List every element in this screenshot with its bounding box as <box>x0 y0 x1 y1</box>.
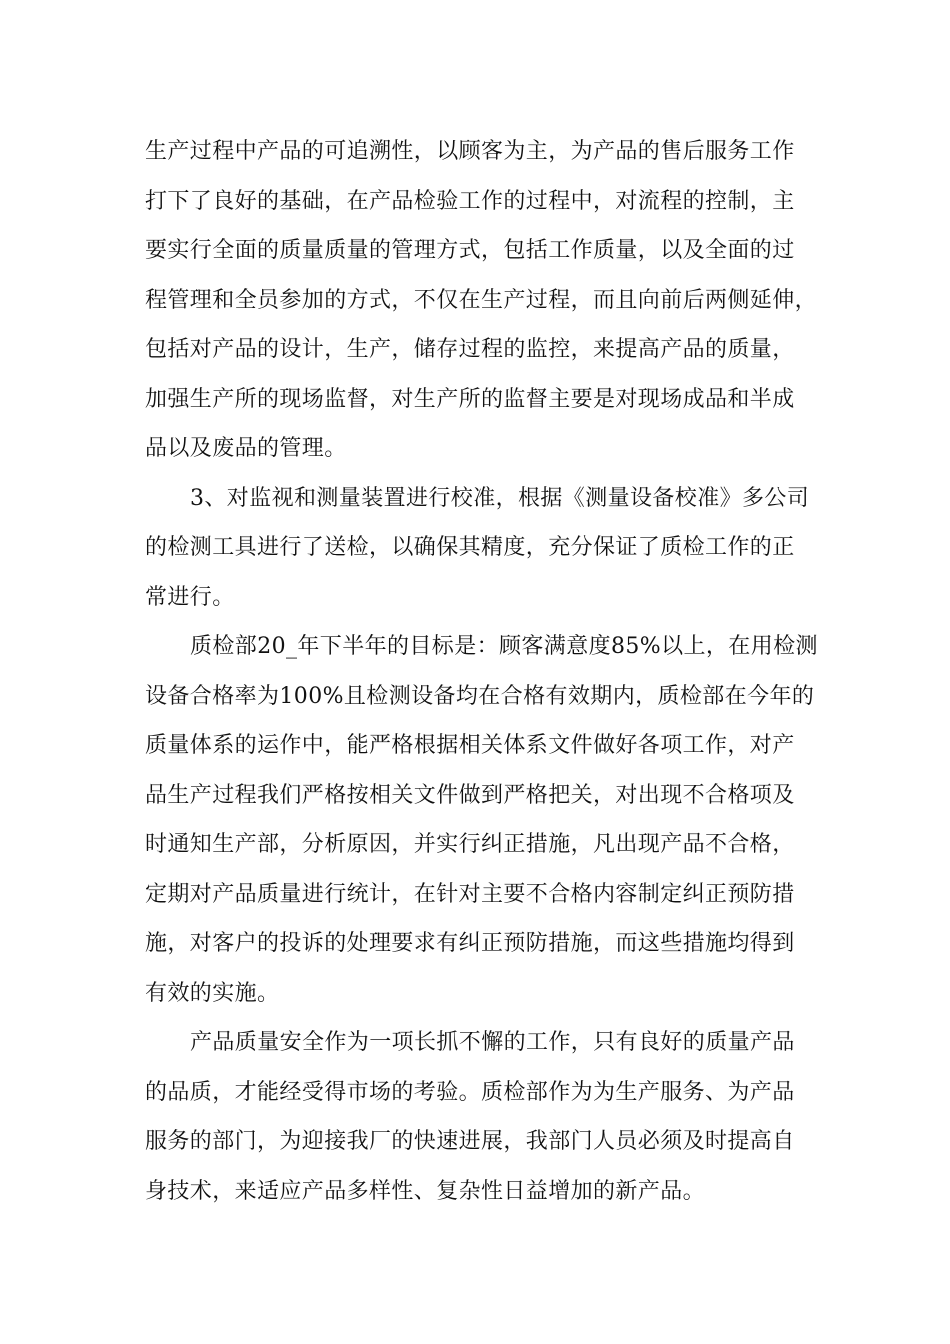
paragraph-4-line-1: 产品质量安全作为一项长抓不懈的工作，只有良好的质量产品 <box>190 1030 795 1055</box>
paragraph-3-line-5: 时通知生产部，分析原因，并实行纠正措施，凡出现产品不合格， <box>145 832 795 857</box>
paragraph-1-line-1: 生产过程中产品的可追溯性，以顾客为主，为产品的售后服务工作 <box>145 139 795 164</box>
paragraph-3-line-4: 品生产过程我们严格按相关文件做到严格把关，对出现不合格项及 <box>145 783 795 808</box>
paragraph-1-line-6: 加强生产所的现场监督，对生产所的监督主要是对现场成品和半成 <box>145 387 795 412</box>
paragraph-2-line-2: 的检测工具进行了送检，以确保其精度，充分保证了质检工作的正 <box>145 535 795 560</box>
paragraph-2-line-3: 常进行。 <box>145 585 235 610</box>
paragraph-2-line-1: 3、对监视和测量装置进行校准，根据《测量设备校准》多公司 <box>190 486 810 511</box>
paragraph-4-line-3: 服务的部门，为迎接我厂的快速进展，我部门人员必须及时提高自 <box>145 1129 795 1154</box>
paragraph-3-line-8: 有效的实施。 <box>145 981 280 1006</box>
paragraph-1-line-4: 程管理和全员参加的方式，不仅在生产过程，而且向前后两侧延伸， <box>145 288 818 313</box>
paragraph-3-line-1: 质检部20_年下半年的目标是：顾客满意度85%以上，在用检测 <box>190 634 818 659</box>
paragraph-3-line-6: 定期对产品质量进行统计，在针对主要不合格内容制定纠正预防措 <box>145 882 795 907</box>
paragraph-1-line-5: 包括对产品的设计，生产，储存过程的监控，来提高产品的质量， <box>145 337 795 362</box>
paragraph-4-line-4: 身技术，来适应产品多样性、复杂性日益增加的新产品。 <box>145 1179 706 1204</box>
paragraph-3-line-3: 质量体系的运作中，能严格根据相关体系文件做好各项工作，对产 <box>145 733 795 758</box>
paragraph-3-line-7: 施，对客户的投诉的处理要求有纠正预防措施，而这些措施均得到 <box>145 931 795 956</box>
paragraph-4-line-2: 的品质，才能经受得市场的考验。质检部作为为生产服务、为产品 <box>145 1080 795 1105</box>
paragraph-1-line-7: 品以及废品的管理。 <box>145 436 347 461</box>
paragraph-1-line-3: 要实行全面的质量质量的管理方式，包括工作质量，以及全面的过 <box>145 238 795 263</box>
paragraph-1-line-2: 打下了良好的基础，在产品检验工作的过程中，对流程的控制，主 <box>145 189 795 214</box>
paragraph-3-line-2: 设备合格率为100%且检测设备均在合格有效期内，质检部在今年的 <box>145 684 815 709</box>
